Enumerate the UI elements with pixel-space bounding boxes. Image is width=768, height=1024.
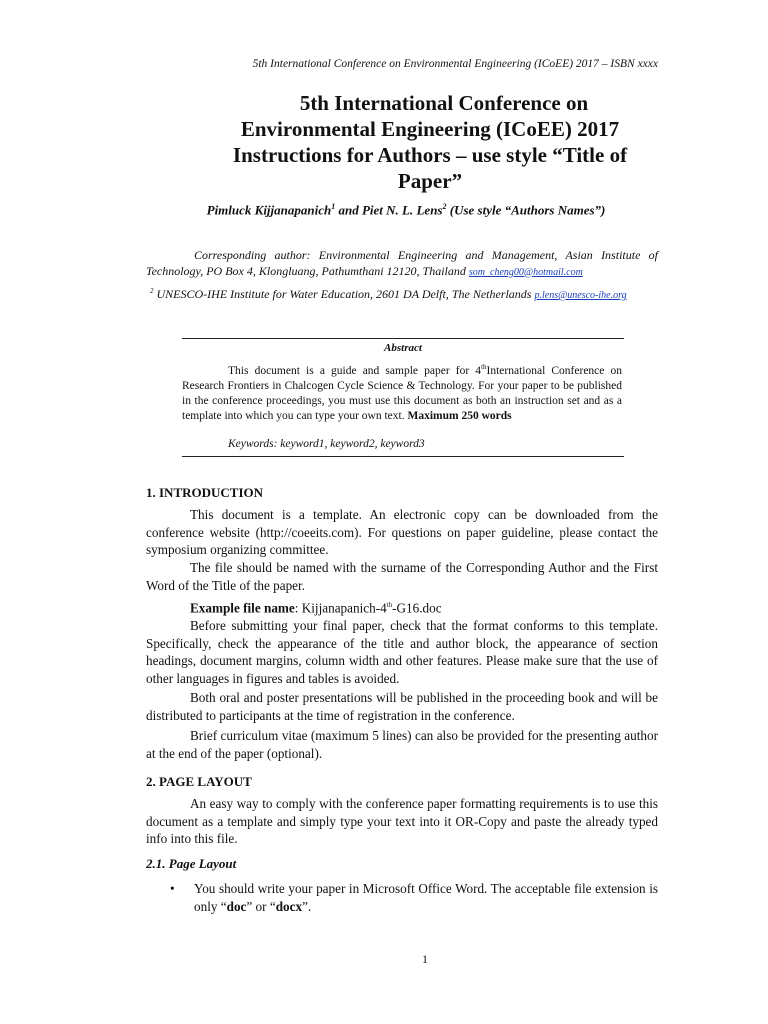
abstract-sup: th (481, 363, 487, 371)
paragraph: An easy way to comply with the conference paper formatting requirements is to use this document as a template and simply type your text into it OR-Copy and paste the already typed info into this file. (146, 796, 658, 846)
paragraph: Both oral and poster presentations will be published in the proceeding book and will be distributed to participants at the time of registration in the conference. (146, 690, 658, 723)
affiliation-second (146, 284, 658, 304)
example-text: : Kijjanapanich-4 (294, 600, 387, 616)
bullet-ext: docx (275, 898, 303, 914)
abstract-body (182, 360, 622, 424)
example-label: Example file name (190, 600, 295, 616)
email-link[interactable]: p.lens@unesco-ihe.org (534, 290, 627, 301)
title-line: Environmental Engineering (ICoEE) 2017 (240, 117, 620, 141)
title-line: 5th International Conference on (299, 91, 589, 115)
bullet-text (194, 880, 658, 915)
abstract-word-limit: Maximum 250 words (407, 409, 512, 422)
abstract-heading: Abstract (384, 342, 422, 354)
affiliation-text: UNESCO-IHE Institute for Water Education, 2601 DA Delft, The Netherlands (156, 287, 532, 301)
author-style-note: (Use style “Authors Names”) (446, 202, 606, 218)
keywords: Keywords: keyword1, keyword2, keyword3 (228, 438, 425, 450)
abstract-top-rule (182, 338, 624, 339)
author-name: and Piet N. L. Lens (335, 202, 443, 218)
abstract-bottom-rule (182, 456, 624, 457)
abstract-text: This document is a guide and sample paper for 4 (228, 364, 482, 377)
email-link[interactable]: som_cheng00@hotmail.com (468, 266, 583, 278)
running-header: 5th International Conference on Environmental Engineering (ICoEE) 2017 – ISBN xxxx (252, 58, 658, 70)
paragraph: The file should be named with the surname of the Corresponding Author and the First Word of the Title of the paper. (146, 560, 658, 593)
example-file-name (146, 597, 658, 617)
affiliation-corresponding (146, 248, 658, 280)
abstract-text: International Conference on Research Frontiers in Chalcogen Cycle Science & Technology. For your paper to be published in the conference proceedings, you must use this document as both an instruction set and as a template into which you can type your own text. (182, 364, 623, 422)
author-affil-mark: 2 (442, 202, 447, 211)
bullet-icon: • (170, 881, 175, 896)
paragraph: Brief curriculum vitae (maximum 5 lines) can also be provided for the presenting author at the end of the paper (optional). (146, 728, 658, 761)
section-heading: 2. PAGE LAYOUT (146, 774, 252, 789)
bullet-run: ”. (302, 898, 312, 914)
affiliation-mark: 2 (150, 287, 154, 295)
example-sup: th (386, 601, 393, 609)
author-list (146, 202, 666, 218)
bullet-run: You should write your paper in Microsoft Office Word. The acceptable file extension is only “ (194, 881, 658, 914)
paper-title (150, 90, 710, 194)
author-name: Pimluck Kijjanapanich (206, 202, 332, 218)
title-line: Instructions for Authors – use style “Title of (232, 143, 628, 167)
title-line: Paper” (397, 169, 463, 193)
bullet-run: ” or “ (246, 898, 276, 914)
author-affil-mark: 1 (331, 202, 336, 211)
bullet-ext: doc (226, 898, 247, 914)
page-number: 1 (422, 952, 428, 966)
example-text: -G16.doc (392, 600, 442, 616)
paragraph: Before submitting your final paper, check that the format conforms to this template. Specifically, check the appearance of the title and author block, the appearance of section headings, document margins, column width and other features. Please make sure that the use of other languages in figures and tables is avoided. (146, 618, 658, 686)
affiliation-text: Corresponding author: Environmental Engineering and Management, Asian Institute of Technology, PO Box 4, Klongluang, Pathumthani 12120, Thailand (146, 248, 658, 278)
subsection-heading: 2.1. Page Layout (146, 856, 237, 871)
section-heading: 1. INTRODUCTION (146, 485, 264, 500)
paragraph: This document is a template. An electronic copy can be downloaded from the conference website (http://coeeits.com). For questions on paper guideline, please contact the symposium organizing committee. (146, 507, 658, 557)
